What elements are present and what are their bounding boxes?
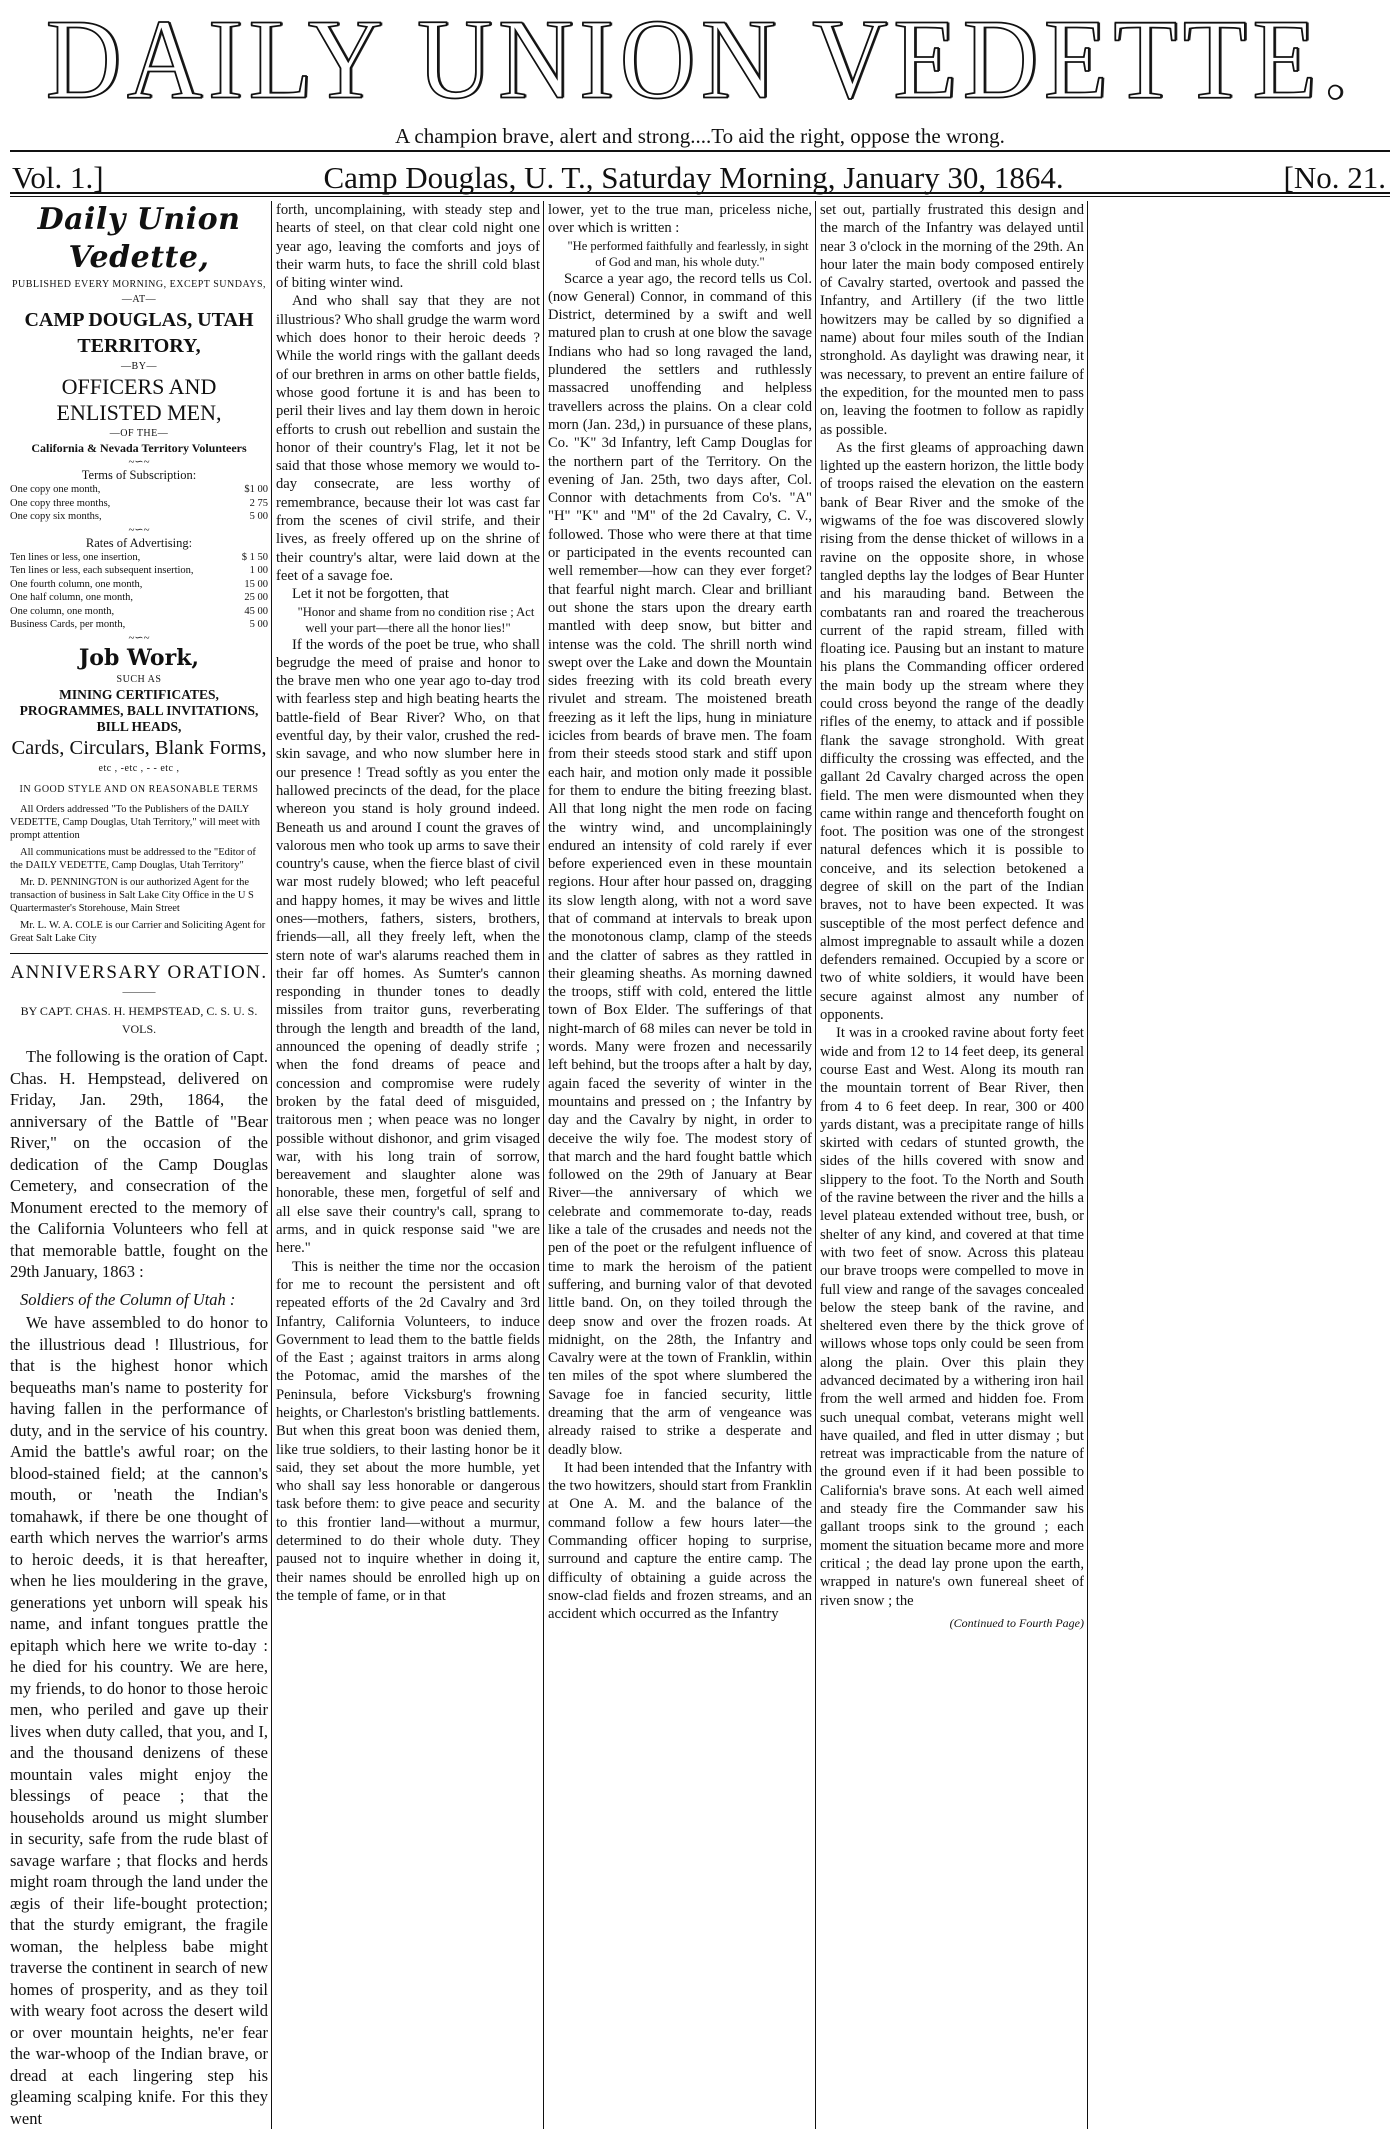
article-intro: The following is the oration of Capt. Chas. H. Hempstead, delivered on Friday, Jan. 29th, 1864, the anniversary of the Battle of "Bear River," on the occasion of the dedication of the Camp Douglas Cemetery, and consecration of the Monument erected to the memory of the California Volunteers who fell at that memorable battle, fought on the 29th January, 1863 : (10, 1047, 268, 1282)
ad-published: PUBLISHED EVERY MORNING, EXCEPT SUNDAYS, (11, 279, 267, 290)
rates-row (10, 564, 268, 578)
paragraph: Scarce a year ago, the record tells us Col. (now General) Connor, in command of this District, determined by a swift and well matured plan to crush at one blow the savage Indians who had so long ravaged the land, plundered the settlers and ruthlessly massacred unoffending and helpless travellers across the plains. On a clear cold morn (Jan. 23d,) in pursuance of these plans, Co. "K" 3d Infantry, left Camp Douglas for the northern part of the Territory. On the evening of Jan. 25th, two days after, Col. Connor with detachments from Co's. "A" "H" "K" and "M" of the 2d Cavalry, C. V., followed. Those who were there at that time or participated in the events recounted can well remember—how can they ever forget? that fearful night march. Clear and brilliant out shone the stars upon the dreary earth mantled with deep snow, but bitter and intense was the cold. The shrill north wind swept over the Lake and down the Mountain sides freezing with its cold breath every rivulet and stream. The moistened breath freezing as it left the lips, hung in miniature icicles from beards of brave men. The foam from their steeds stood stark and stiff upon each hair, and motion only made it possible for them to endure the biting freezing blast. All that long night the men rode on facing the wintry wind, and uncomplainingly endured an intensity of cold rarely if ever before experienced even in these mountain regions. Hour after hour passed on, dragging its slow length along, with not a word save that of command at intervals to break upon the monotonous clamp, clamp of the steeds and the clatter of sabres as they rattled in their gleaming sheaths. As morning dawned the troops, stiff with cold, entered the little town of Box Elder. The sufferings of that night-march of 68 miles can never be told in words. Many were frozen and necessarily left behind, but the troops after a halt by day, again faced the severity of winter in the mountains and pressed on ; the Infantry by day and the Cavalry by night, in order to deceive the wily foe. The modest story of that march and the hard fought battle which followed on the 29th of January at Bear River—the anniversary of which we celebrate and commemorate to-day, reads like a tale of the crusades and needs not the pen of the poet or the refulgent influence of time to mark the heroism of the patient suffering, and burning valor of that devoted little band. On, on they toiled through the deep snow and over the frozen roads. At midnight, on the 28th, the Infantry and Cavalry were at the town of Franklin, within ten miles of the spot where slumbered the Savage foe in fancied security, little dreaming that the arm of vengeance was already raised to strike a desperate and deadly blow. (548, 270, 812, 1458)
dateline-rule-thin (10, 196, 1390, 197)
dateline (10, 152, 1390, 195)
cards-circulars: Cards, Circulars, Blank Forms, (11, 736, 267, 759)
row-label: One column, one month, (10, 605, 115, 617)
place-date: Camp Douglas, U. T., Saturday Morning, January 30, 1864. (323, 160, 1064, 195)
columns (10, 201, 1390, 2128)
rates-row (10, 591, 268, 605)
rates-row (10, 618, 268, 632)
row-label: One half column, one month, (10, 592, 134, 603)
ornament-divider: ~∽~ (128, 523, 150, 536)
rates-row (10, 551, 268, 565)
paragraph: And who shall say that they are not illustrious? Who shall grudge the warm word which does honor to their heroic deeds ? While the world rings with the gallant deeds of our brethren in arms on other battle fields, whose good fortune it is and has been to peril their lives and lay them down in heroic efforts to crush out rebellion and sustain the honor of their country's Flag, let it not be said that those whose memory we would to-day consecrate, are less worthy of remembrance, because their lot was cast far from the scenes of civil strife, and their lives, as freely offered up on the shrine of their country's altar, were laid down at the feet of a savage foe. (276, 293, 540, 584)
rates-heading: Rates of Advertising: (85, 535, 193, 550)
motto: A champion brave, alert and strong....To aid the right, oppose the wrong. (395, 124, 1005, 148)
etc: etc , -etc , - - etc , (98, 762, 180, 774)
row-price: $1 00 (244, 484, 268, 495)
column-4 (820, 201, 1084, 2129)
row-price: 5 00 (249, 619, 268, 630)
volume-label: Vol. 1.] (12, 160, 104, 195)
salutation: Soldiers of the Column of Utah : (20, 1289, 236, 1309)
row-price: 1 00 (249, 565, 268, 576)
row-label: One copy three months, (10, 497, 111, 509)
newspaper-title: DAILY UNION VEDETTE. (45, 0, 1355, 123)
paragraph: If the words of the poet be true, who shall begrudge the meed of praise and honor to the brave men who one year ago to-day trod with fearless step and high beating hearts the battle-field of Bear River? Who, on that eventful day, by their valor, crushed the red-skin savage, and who now slumber here in our presence ! Tread softly as you enter the hallowed precincts of the dead, for the place whereon you stand is holy ground indeed. Beneath us and around I count the graves of valorous men who took up arms to save their country's cause, when the fierce blast of civil war most rudely blowed; who left peaceful and happy homes, it may be wives and little ones—mothers, fathers, sisters, brothers, friends—all, all they freely left, when the stern note of war's alarums reached them in their far off homes. As Sumter's cannon responding in thunder tones to deadly missiles from traitor guns, reverberating through the length and breadth of the land, announced the opening of deadly strife ; when the fond dreams of peace and concession and compromise were rudely broken by the fatal deed of misguided, traitorous men ; when peace was no longer possible without dishonor, and grim visaged war, with his long train of sorrow, bereavement and slaughter alone was honorable, these men, forgetful of self and all else save their country's call, sprang to arms, and in quick response said "we are here." (276, 636, 540, 1257)
paragraph: Let it not be forgotten, that (292, 586, 449, 603)
row-label: One copy six months, (10, 511, 102, 522)
subscription-table (10, 483, 268, 524)
ad-by: —BY— (121, 361, 157, 372)
paragraph: forth, uncomplaining, with steady step and hearts of steel, on that clear cold night one year ago, leaving the comforts and joys of their warm huts, to face the shrill cold blast of biting winter wind. (276, 202, 540, 292)
row-price: 25 00 (244, 592, 268, 603)
newspaper-page (10, 0, 1390, 2128)
row-label: One copy one month, (10, 484, 101, 495)
epitaph-quote: "He performed faithfully and fearlessly, in sight of God and man, his whole duty." (567, 238, 809, 269)
good-style: IN GOOD STYLE AND ON REASONABLE TERMS (19, 783, 259, 795)
notice-communications: All communications must be addressed to the "Editor of the DAILY VEDETTE, Camp Douglas, Utah Territory" (10, 846, 256, 871)
rates-row (10, 605, 268, 619)
ornament-divider: ~∽~ (128, 631, 150, 644)
row-label: One fourth column, one month, (10, 578, 143, 590)
row-price: 15 00 (244, 578, 268, 590)
row-price: 2 75 (249, 497, 268, 509)
issue-number: [No. 21. (1283, 160, 1386, 195)
continued-note: (Continued to Fourth Page) (949, 1615, 1084, 1630)
title-divider: ——— (122, 985, 156, 998)
poem-quote: "Honor and shame from no condition rise ; Act well your part—there all the honor lies!" (297, 604, 535, 635)
ad-paper-name: Daily Union Vedette, (37, 202, 241, 275)
column-2 (276, 201, 540, 2129)
ad-at: —AT— (121, 294, 157, 305)
row-price: $ 1 50 (241, 551, 268, 563)
programmes: PROGRAMMES, BALL INVITATIONS, BILL HEADS, (19, 702, 259, 734)
terms-heading: Terms of Subscription: (81, 468, 197, 482)
article-byline: BY CAPT. CHAS. H. HEMPSTEAD, C. S. U. S. VOLS. (20, 1003, 258, 1037)
right-margin (1092, 201, 1348, 2129)
row-label: Ten lines or less, one insertion, (10, 551, 141, 563)
notice-carrier: Mr. L. W. A. COLE is our Carrier and Soliciting Agent for Great Salt Lake City (10, 919, 266, 944)
paragraph: We have assembled to do honor to the illustrious dead ! Illustrious, for that is the highest honor which bequeaths man's name to posterity for having fallen in the performance of duty, and in the service of his country. Amid the battle's awful roar; on the blood-stained field; at the cannon's mouth, or 'neath the Indian's tomahawk, if there be one thought of earth which nerves the warrior's arms to heroic deeds, it is that hereafter, when he lies mouldering in the grave, generations yet unborn will speak his name, and infant tongues prattle the epitaph which here we write to-day : he died for his country. We are here, my friends, to do honor to those heroic men, who periled and gave up their lives when duty called, that you, and I, and the thousand denizens of these mountain vales might enjoy the blessings of peace ; that the households around us might slumber in security, safe from the rude blast of savage warfare ; that flocks and herds might roam through the land under the ægis of their life-bought protection; that the sturdy emigrant, the fragile woman, the helpless babe might traverse the continent in search of new homes of prosperity, and as they toil with weary foot across the desert wild or over mountain heights, ne'er fear the war-whoop of the Indian brave, or dread at each lingering step his gleaming scalping knife. For this they went (10, 1313, 268, 2128)
paragraph: lower, yet to the true man, priceless niche, over which is written : (548, 202, 812, 237)
ad-camp: CAMP DOUGLAS, UTAH TERRITORY, (24, 309, 254, 357)
rates-table (10, 551, 268, 632)
subscription-row (10, 497, 268, 511)
row-label: Business Cards, per month, (10, 619, 126, 630)
article-title: ANNIVERSARY ORATION. (10, 961, 268, 983)
paragraph: set out, partially frustrated this design and the march of the Infantry was delayed until near 3 o'clock in the morning of the 29th. An hour later the main body composed entirely of Cavalry started, overtook and passed the Infantry, and Artillery (if the two little howitzers may be called by so dignified a name) about four miles south of the Indian stronghold. As daylight was drawing near, it was necessary, to prevent an entire failure of the expedition, for the mounted men to pass on, leaving the footmen to follow as rapidly as possible. (820, 202, 1084, 438)
paragraph: This is neither the time nor the occasion for me to recount the persistent and oft repeated efforts of the 2d Cavalry and 3rd Infantry, California Volunteers, to induce Government to lead them to the battle fields of the East ; against traitors in arms along the Potomac, amid the marshes of the Peninsula, before Vicksburg's frowning heights, or Charleston's bristling battlements. But when this great boon was denied them, like true soldiers, to their lasting honor be it said, they set about the more humble, yet who shall say less honorable or dangerous task before them: to give peace and security to this frontier land—without a murmur, determined to do their whole duty. They paused not to inquire whether in doing it, their names should be enrolled high up on the temple of fame, or in that (276, 1258, 540, 1604)
paragraph: As the first gleams of approaching dawn lighted up the eastern horizon, the little body of troops raised the elevation on the eastern bank of Bear River and the smoke of the wigwams of the foe was discovered slowly rising from the dense thicket of willows in a ravine on the opposite shore, in whose tangled depths lay the lodges of Bear Hunter and his marauding band. Between the combatants ran and roared the treacherous current of the rapid stream, filled with floating ice. Pausing but an instant to mature his plans the Commanding officer ordered the main body up the stream where they could cross beyond the range of the deadly rifles of the enemy, to attack and if possible flank the savage stronghold. With great difficulty the crossing was effected, and the gallant 2d Cavalry charged across the open field. The men were dismounted when they came within range and thenceforth fought on foot. The position was one of the strongest natural defences which it is possible to conceive, and its selection betokened a degree of skill on the part of the Indian braves, not to have been expected. It was susceptible of the most perfect defence and almost impregnable to assault while a dozen defenders remained. Occupied by a score or two of white soldiers, it would have been secure against almost any number of opponents. (820, 439, 1084, 1024)
such-as: SUCH AS (116, 673, 162, 685)
column-3 (548, 201, 812, 2129)
rates-row (10, 578, 268, 592)
paragraph: It was in a crooked ravine about forty feet wide and from 12 to 14 feet deep, its general course East and West. Along its mouth ran the mountain torrent of Bear River, then from 4 to 6 feet deep. In rear, 300 or 400 yards distant, was a precipitate range of hills skirted with cedars of stunted growth, the sides of the hills covered with snow and slippery to the foot. To the North and South of the ravine between the river and the hills a level plateau extended without tree, bush, or shelter of any kind, and covered at that time with two feet of snow. Across this plateau our brave troops were compelled to move in full view and range of the savages concealed below the steep bank of the ravine, and sheltered even there by the thick grove of willows whose tops only could be seen from along the plain. Over this plain they advanced decimated by a withering iron hail from the well armed and hidden foe. From such unequal combat, veterans might well have quailed, and fled in utter dismay ; but retreat was impracticable from the nature of the ground even if it had been possible to California's brave sons. At each well aimed and steady fire the Commander saw his gallant troops sink to the ground ; each moment the situation became more and more critical ; the dead lay prone upon the earth, wrapped in nature's own funereal sheet of riven snow ; the (820, 1025, 1084, 1609)
ad-of-the: —OF THE— (109, 428, 169, 439)
masthead-title-wrap (10, 0, 1390, 123)
row-label: Ten lines or less, each subsequent insertion, (10, 565, 194, 576)
notice-orders: All Orders addressed "To the Publishers of the DAILY VEDETTE, Camp Douglas, Utah Territory," will meet with prompt attention (10, 803, 260, 841)
ad-volunteers: California & Nevada Territory Volunteers (31, 441, 247, 455)
notice-agent: Mr. D. PENNINGTON is our authorized Agent for the transaction of business in Salt Lake City Office in the U S Quartermaster's Storehouse, Main Street (10, 876, 254, 914)
ornament-divider: ~∽~ (128, 456, 150, 468)
ad-officers: OFFICERS AND ENLISTED MEN, (56, 374, 222, 425)
subscription-row (10, 510, 268, 524)
row-price: 5 00 (249, 511, 268, 522)
job-work-heading: Job Work, (78, 644, 200, 671)
column-1 (10, 201, 268, 2129)
mining-certificates: MINING CERTIFICATES, (59, 686, 219, 702)
section-rule (10, 953, 268, 954)
subscription-row (10, 483, 268, 497)
masthead (10, 0, 1390, 197)
paragraph: It had been intended that the Infantry with the two howitzers, should start from Franklin at One A. M. and the balance of the command follow a few hours later—the Commanding officer hoping to surprise, surround and capture the entire camp. The difficulty of obtaining a guide across the snow-clad fields and frozen streams, and an accident which occurred as the Infantry (548, 1459, 812, 1623)
publisher-advertisement (10, 201, 268, 945)
row-price: 45 00 (244, 605, 268, 617)
